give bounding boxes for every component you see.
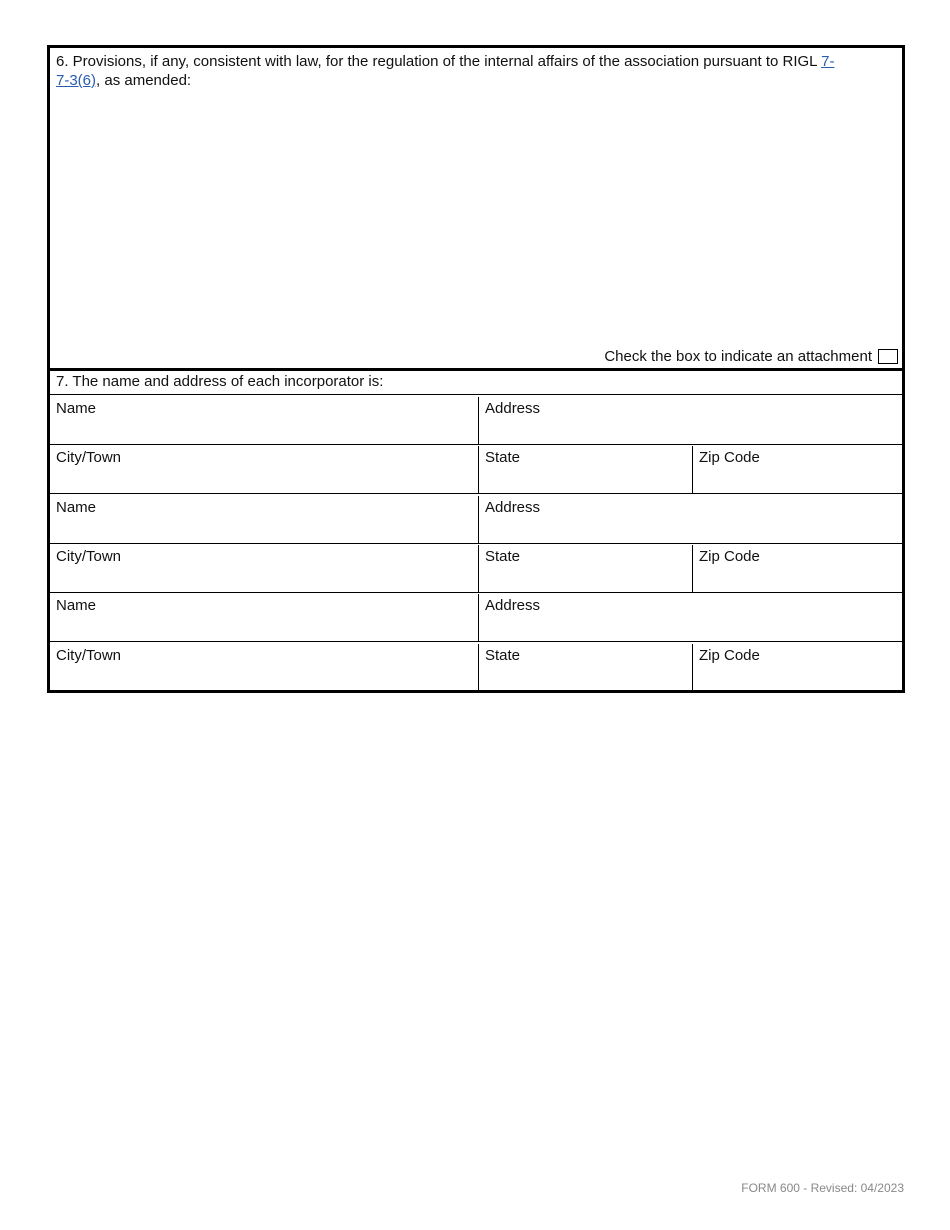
incorporator-1-address-field[interactable] (478, 397, 902, 444)
address-label: Address (485, 597, 541, 614)
incorporator-3-zip-field[interactable] (692, 644, 902, 692)
incorporator-1-city-row (50, 446, 902, 494)
incorporator-2-zip-field[interactable] (692, 545, 902, 592)
city-label: City/Town (56, 449, 122, 466)
section-6-heading (56, 52, 836, 90)
section-6-text-end: , as amended: (96, 72, 192, 89)
address-label: Address (485, 499, 541, 516)
name-label: Name (56, 499, 97, 516)
incorporator-3-name-row (50, 594, 902, 642)
form-footer: FORM 600 - Revised: 04/2023 (741, 1181, 904, 1195)
incorporator-1-state-field[interactable] (478, 446, 692, 493)
incorporator-2-city-field[interactable] (50, 545, 478, 592)
incorporator-2-city-row (50, 545, 902, 593)
city-label: City/Town (56, 647, 122, 664)
incorporator-3-name-field[interactable] (50, 594, 478, 641)
city-label: City/Town (56, 548, 122, 565)
incorporator-3-city-field[interactable] (50, 644, 478, 692)
state-label: State (485, 647, 521, 664)
incorporator-2-state-field[interactable] (478, 545, 692, 592)
incorporator-3-city-row (50, 644, 902, 692)
incorporator-2-address-field[interactable] (478, 496, 902, 543)
zip-label: Zip Code (699, 647, 760, 664)
rigl-7-7-3-6-link[interactable]: 7-7-3(6) (56, 53, 835, 89)
attachment-label: Check the box to indicate an attachment (604, 347, 872, 365)
incorporator-3-address-field[interactable] (478, 594, 902, 641)
form-box (47, 45, 905, 693)
state-label: State (485, 548, 521, 565)
section-6-provisions[interactable] (50, 48, 902, 371)
attachment-checkbox[interactable] (878, 349, 898, 364)
zip-label: Zip Code (699, 548, 760, 565)
incorporator-1-city-field[interactable] (50, 446, 478, 493)
section-7-heading: 7. The name and address of each incorporator is: (50, 371, 902, 395)
attachment-row (604, 346, 898, 366)
state-label: State (485, 449, 521, 466)
incorporator-1-name-row (50, 397, 902, 445)
name-label: Name (56, 597, 97, 614)
address-label: Address (485, 400, 541, 417)
incorporator-3-state-field[interactable] (478, 644, 692, 692)
incorporator-2-name-row (50, 496, 902, 544)
incorporator-2-name-field[interactable] (50, 496, 478, 543)
incorporator-1-zip-field[interactable] (692, 446, 902, 493)
zip-label: Zip Code (699, 449, 760, 466)
section-6-text: 6. Provisions, if any, consistent with law, for the regulation of the internal affairs of the association pursuant to RIGL (56, 53, 822, 70)
name-label: Name (56, 400, 97, 417)
incorporator-1-name-field[interactable] (50, 397, 478, 444)
